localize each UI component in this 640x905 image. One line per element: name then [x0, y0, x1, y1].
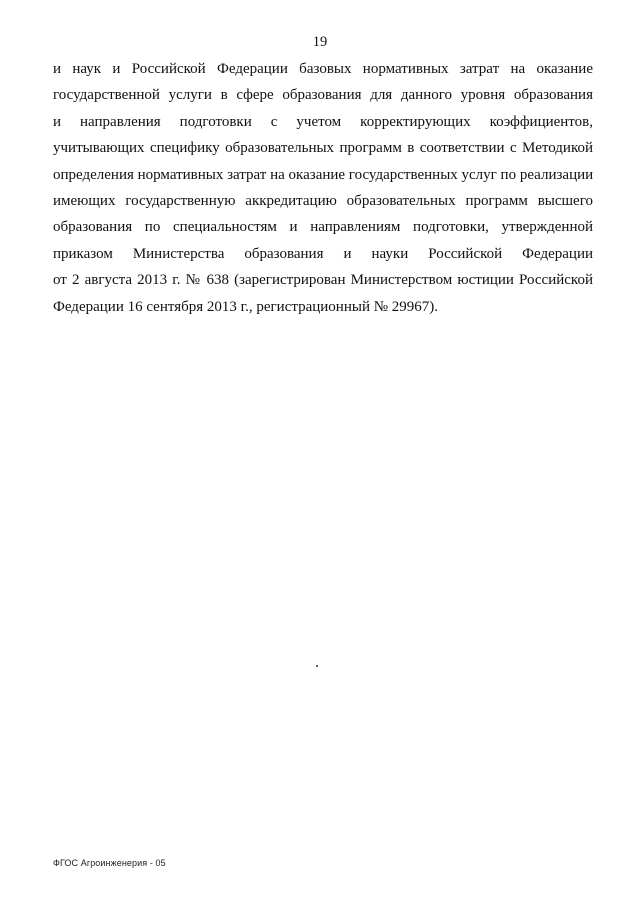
body-paragraph: [53, 56, 593, 320]
paragraph-line: Федерации 16 сентября 2013 г., регистрационный № 29967).: [53, 298, 439, 315]
paragraph-line: образования по специальностям и направлениям подготовки, утвержденной: [53, 219, 593, 236]
paragraph-line: приказом Министерства образования и науки Российской Федерации: [53, 245, 593, 262]
footer-label: ФГОС Агроинженерия - 05: [53, 858, 166, 868]
paragraph-line: государственной услуги в сфере образования для данного уровня образования: [53, 87, 593, 104]
paragraph-line: и направления подготовки с учетом корректирующих коэффициентов,: [53, 113, 593, 130]
page-number: 19: [312, 34, 328, 50]
scan-speck: [316, 665, 318, 667]
paragraph-line: и наук и Российской Федерации базовых нормативных затрат на оказание: [53, 61, 593, 77]
paragraph-line: учитывающих специфику образовательных программ в соответствии с Методикой: [53, 140, 593, 157]
paragraph-line: определения нормативных затрат на оказание государственных услуг по реализации: [53, 166, 594, 183]
paragraph-line: от 2 августа 2013 г. № 638 (зарегистрирован Министерством юстиции Российской: [53, 272, 593, 289]
paragraph-line: имеющих государственную аккредитацию образовательных программ высшего: [53, 192, 593, 209]
